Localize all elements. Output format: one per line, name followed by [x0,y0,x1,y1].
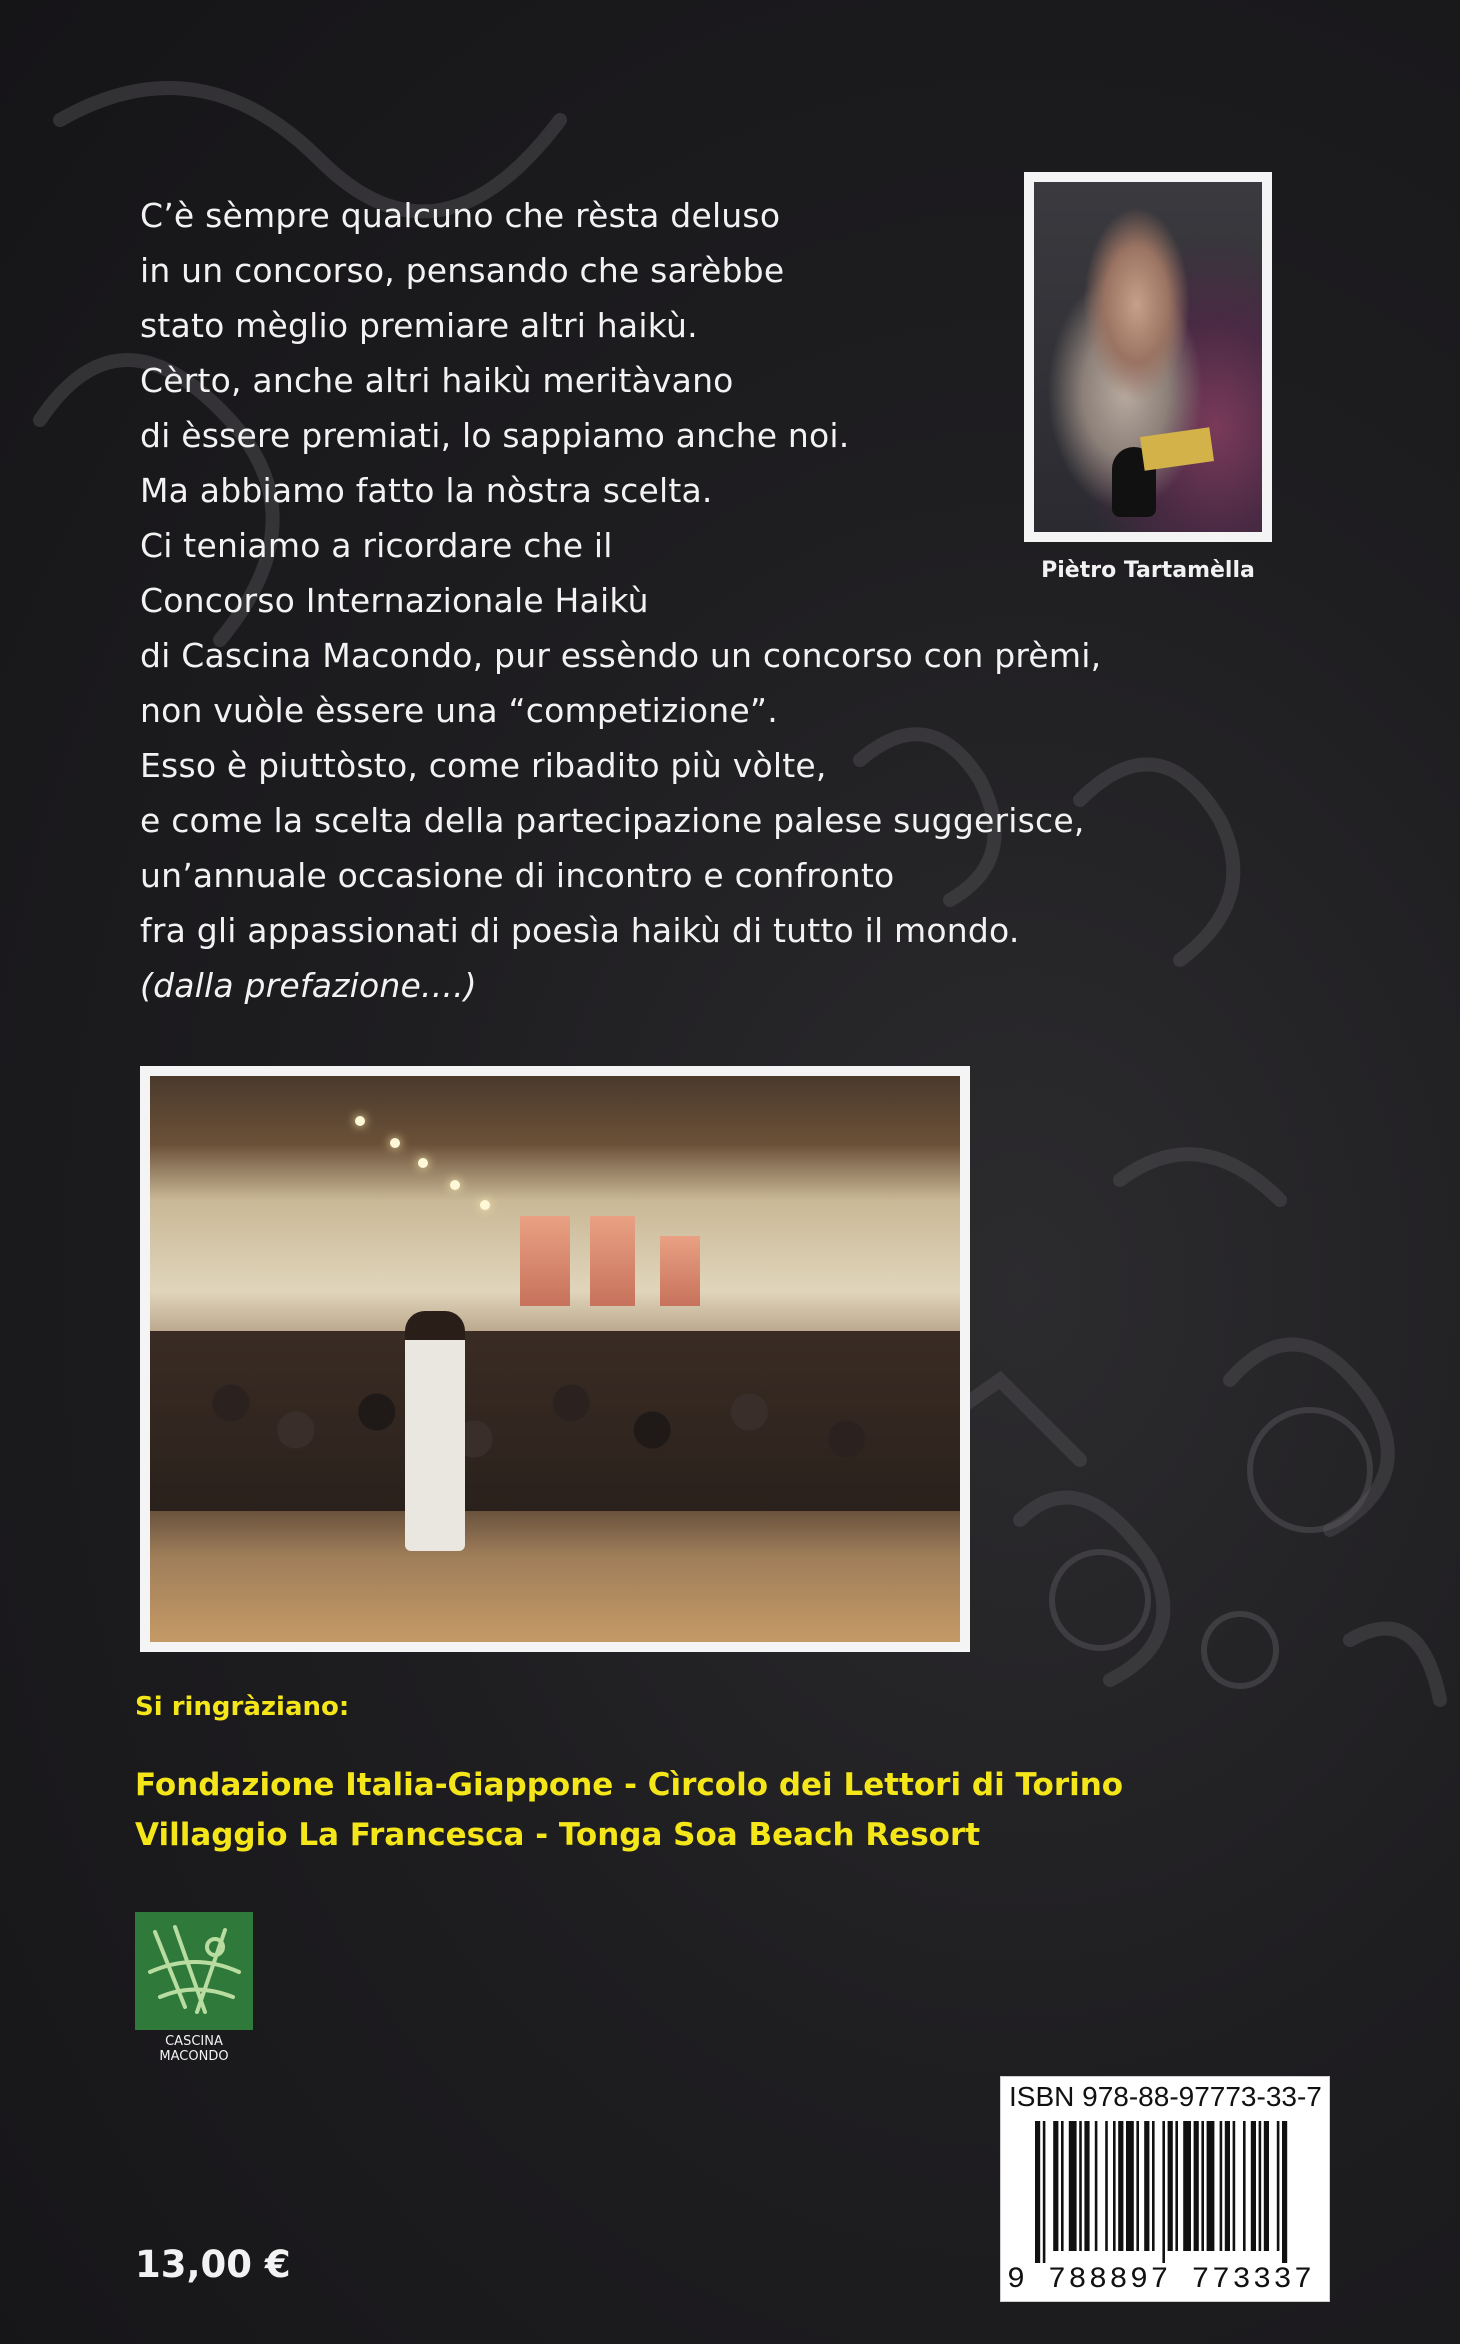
barcode-digits: 9 788897 773337 [1007,2263,1315,2297]
barcode-bar [1043,2121,1046,2263]
barcode-bar [1113,2121,1116,2251]
blurb-line: di èssere premiati, lo sappiamo anche noi. [140,416,850,455]
event-photo-frame [140,1066,970,1652]
blurb-line: non vuòle èssere una “competizione”. [140,691,778,730]
isbn-barcode [1000,2076,1330,2302]
barcode-bar [1225,2121,1230,2251]
blurb-line: stato mèglio premiare altri haikù. [140,306,698,345]
barcode-bar [1277,2121,1280,2251]
blurb-line: un’annuale occasione di incontro e confronto [140,856,895,895]
barcode-bar [1084,2121,1089,2251]
barcode-bar [1168,2121,1173,2251]
blurb-line: di Cascina Macondo, pur essèndo un concorso con prèmi, [140,636,1102,675]
barcode-bar [1061,2121,1064,2251]
blurb-line: e come la scelta della partecipazione palese suggerisce, [140,801,1085,840]
blurb-line: Ma abbiamo fatto la nòstra scelta. [140,471,713,510]
paper-shape [1140,427,1214,470]
barcode-bar [1162,2121,1165,2263]
barcode-bar [1069,2121,1077,2251]
thanks-line: Fondazione Italia-Giappone - Cìrcolo dei Lettori di Torino [135,1767,1124,1803]
window-shape [590,1216,635,1306]
blurb-credit: (dalla prefazione....) [140,966,477,1005]
barcode-bar [1264,2121,1269,2251]
barcode-bar [1259,2121,1262,2251]
barcode-bar [1136,2121,1139,2251]
blurb-line: Cèrto, anche altri haikù meritàvano [140,361,734,400]
svg-text:CASCINA: CASCINA [165,2034,223,2049]
barcode-bar [1095,2121,1098,2251]
svg-text:MACONDO: MACONDO [159,2049,229,2062]
blurb-line: Esso è piuttòsto, come ribadito più vòlte, [140,746,827,785]
barcode-bar [1207,2121,1215,2251]
barcode-bar [1126,2121,1134,2251]
barcode-bar [1079,2121,1082,2251]
author-portrait [1024,172,1272,542]
barcode-bar [1175,2121,1178,2251]
speaker-figure [405,1311,465,1551]
barcode-bar [1251,2121,1256,2251]
window-shape [520,1216,570,1306]
barcode-bar [1035,2121,1040,2263]
window-shape [660,1236,700,1306]
blurb-line: C’è sèmpre qualcuno che rèsta deluso [140,196,781,235]
barcode-bar [1118,2121,1123,2251]
blurb-line: Concorso Internazionale Haikù [140,581,649,620]
blurb-line: Ci teniamo a ricordare che il [140,526,613,565]
barcode-bar [1282,2121,1287,2263]
barcode-bar [1233,2121,1236,2251]
barcode-bar [1220,2121,1223,2251]
blurb-line: fra gli appassionati di poesìa haikù di tutto il mondo. [140,911,1020,950]
barcode-bar [1053,2121,1058,2251]
event-photo [150,1076,960,1642]
barcode-bar [1144,2121,1149,2251]
thanks-line: Villaggio La Francesca - Tonga Soa Beach Resort [135,1817,981,1853]
barcode-bar [1243,2121,1246,2251]
barcode-bar [1105,2121,1108,2251]
audience-shape [150,1331,960,1511]
cascina-macondo-logo [135,1912,253,2062]
blurb-line: in un concorso, pensando che sarèbbe [140,251,785,290]
thanks-heading: Si ringràziano: [135,1692,350,1722]
isbn-label: ISBN 978-88-97773-33-7 [1009,2081,1322,2112]
barcode-bar [1201,2121,1204,2251]
barcode-bar [1152,2121,1155,2251]
thanks-list [135,1760,1123,1860]
barcode-bars [1031,2121,1321,2263]
barcode-bar [1194,2121,1199,2251]
barcode-bar [1183,2121,1191,2251]
author-photo [1034,182,1262,532]
portrait-caption: Piètro Tartamèlla [1041,558,1255,583]
price: 13,00 € [135,2243,291,2286]
